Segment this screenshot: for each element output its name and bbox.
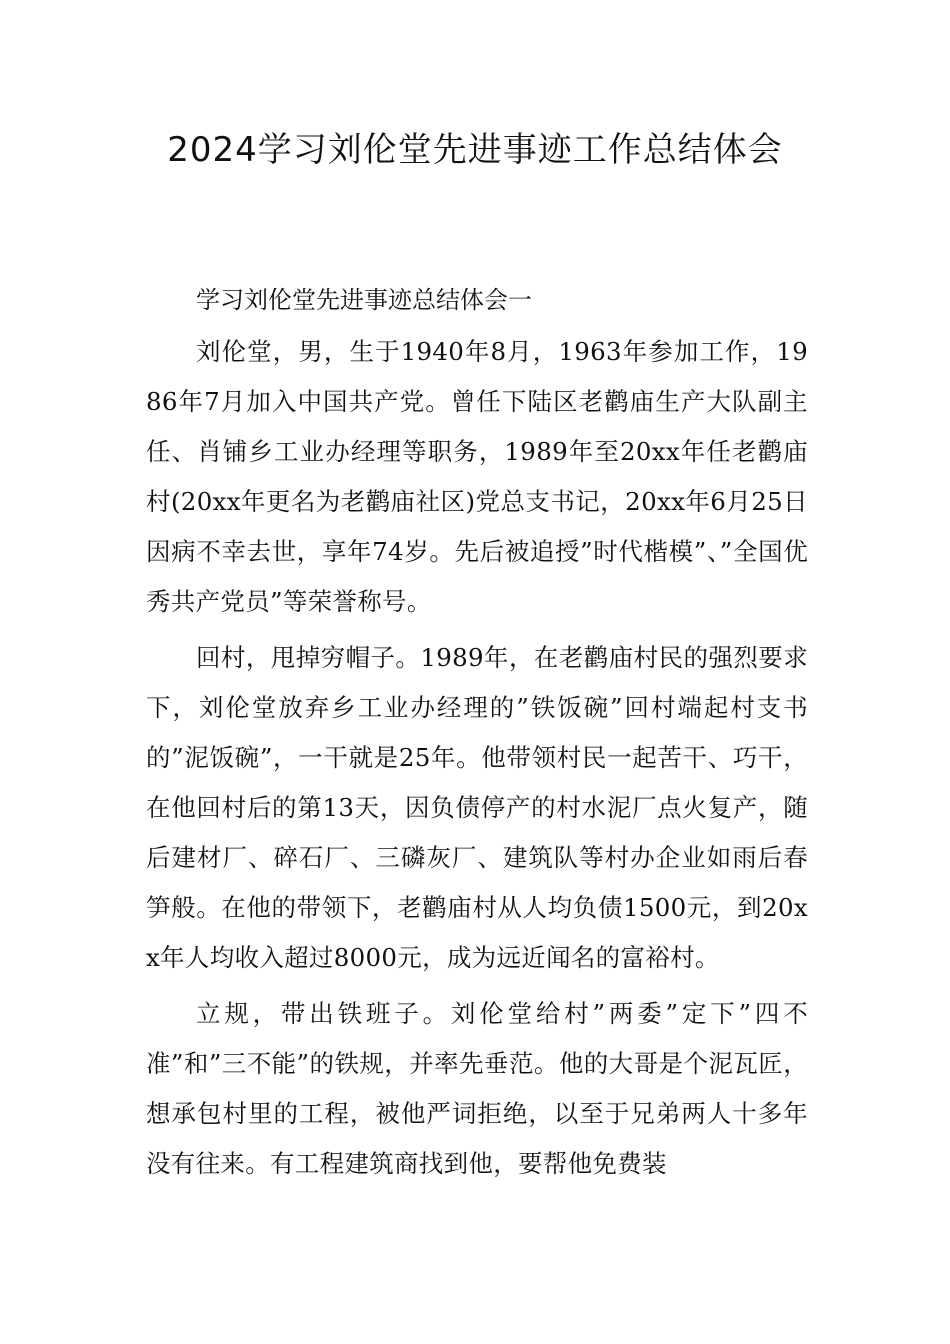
paragraph-intro: 刘伦堂，男，生于1940年8月，1963年参加工作，1986年7月加入中国共产党。曾任下陆区老鹳庙生产大队副主任、肖铺乡工业办经理等职务，1989年至20xx年任老鹳庙村(20xx年更名为老鹳庙社区)党总支书记，20xx年6月25日因病不幸去世，享年74岁。先后被追授”时代楷模”、”全国优秀共产党员”等荣誉称号。 [146,337,808,616]
document-body [146,327,808,1189]
section-subtitle: 学习刘伦堂先进事迹总结体会一 [196,286,532,314]
document-title: 2024学习刘伦堂先进事迹工作总结体会 [167,130,783,170]
paragraph-return-village: 回村，甩掉穷帽子。1989年，在老鹳庙村民的强烈要求下，刘伦堂放弃乡工业办经理的”铁饭碗”回村端起村支书的”泥饭碗”，一干就是25年。他带领村民一起苦干、巧干，在他回村后的第13天，因负债停产的村水泥厂点火复产，随后建材厂、碎石厂、三磷灰厂、建筑队等村办企业如雨后春笋般。在他的带领下，老鹳庙村从人均负债1500元，到20xx年人均收入超过8000元，成为远近闻名的富裕村。 [146,643,808,972]
paragraph-rules: 立规，带出铁班子。刘伦堂给村”两委”定下”四不准”和”三不能”的铁规，并率先垂范。他的大哥是个泥瓦匠，想承包村里的工程，被他严词拒绝，以至于兄弟两人十多年没有往来。有工程建筑商找到他，要帮他免费装 [146,999,808,1178]
